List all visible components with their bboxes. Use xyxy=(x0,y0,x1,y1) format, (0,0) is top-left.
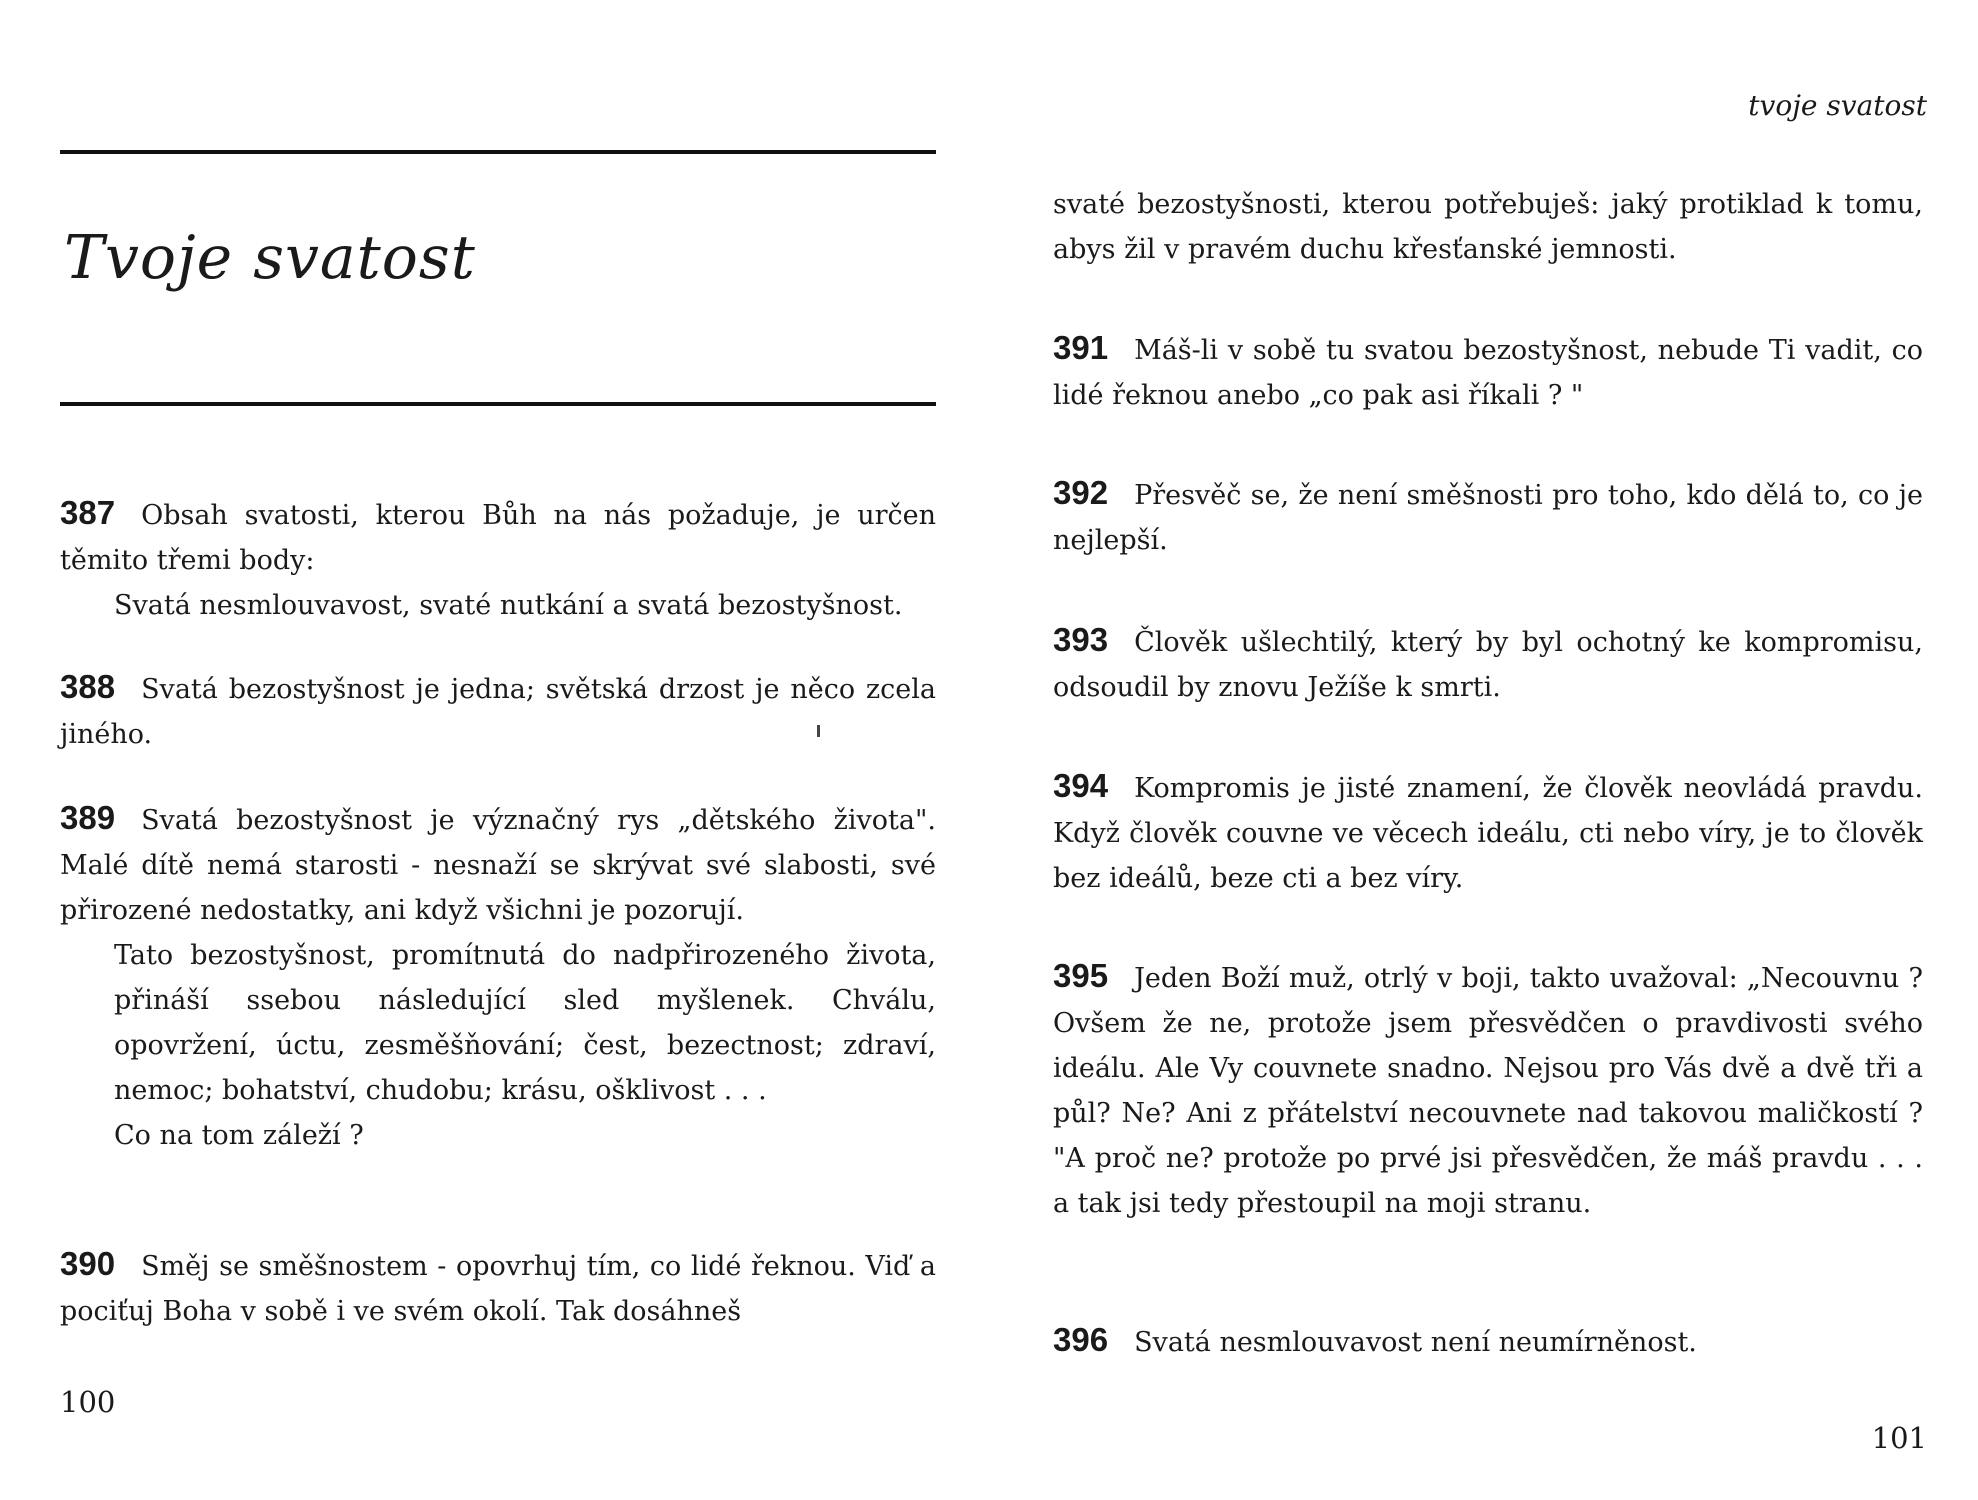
title-rule-top xyxy=(60,150,936,154)
paragraph-text: Svatá nesmlouvavost, svaté nutkání a svatá bezostyšnost. xyxy=(114,590,903,621)
title-rule-bottom xyxy=(60,402,936,406)
page-number: 101 xyxy=(1871,1421,1927,1455)
paragraph-395 xyxy=(1053,953,1923,1226)
paragraph-396 xyxy=(1053,1317,1923,1365)
paragraph-text: Máš-li v sobě tu svatou bezostyšnost, nebude Ti vadit, co lidé řeknou anebo „co pak asi říkali ? " xyxy=(1053,335,1923,411)
paragraph-text: Člověk ušlechtilý, který by byl ochotný ke kompromisu, odsoudil by znovu Ježíše k smrti. xyxy=(1053,627,1923,703)
paragraph-number: 387 xyxy=(60,494,116,531)
paragraph-389 xyxy=(60,795,936,1158)
paragraph-393 xyxy=(1053,617,1923,710)
paragraph-continuation xyxy=(1053,182,1923,272)
running-head: tvoje svatost xyxy=(1748,89,1927,122)
paragraph-text: Svatá bezostyšnost je význačný rys „dětského života". Malé dítě nemá starosti - nesnaží se skrývat své slabosti, své přirozené nedostatky, ani když všichni je pozorují. xyxy=(60,805,936,926)
paragraph-text: Kompromis je jisté znamení, že člověk neovládá pravdu. Když člověk couvne ve věcech ideálu, cti nebo víry, je to člověk bez ideálů, beze cti a bez víry. xyxy=(1053,773,1923,894)
paragraph-number: 388 xyxy=(60,668,116,705)
paragraph-392 xyxy=(1053,470,1923,563)
paragraph-390 xyxy=(60,1241,936,1334)
paragraph-number: 396 xyxy=(1053,1321,1109,1358)
right-page xyxy=(989,0,1978,1500)
paragraph-number: 391 xyxy=(1053,329,1109,366)
paragraph-number: 389 xyxy=(60,799,116,836)
paragraph-text: Tato bezostyšnost, promítnutá do nadpřirozeného života, přináší ssebou následující sled myšlenek. Chválu, opovržení, úctu, zesměšňování; čest, bezectnost; zdraví, nemoc; bohatství, chudobu; krásu, ošklivost . . . xyxy=(114,940,936,1106)
page-number: 100 xyxy=(60,1385,116,1419)
paragraph-number: 394 xyxy=(1053,767,1109,804)
paragraph-text: Jeden Boží muž, otrlý v boji, takto uvažoval: „Necouvnu ? Ovšem že ne, protože jsem přesvědčen o pravdivosti svého ideálu. Ale Vy couvnete snadno. Nejsou pro Vás dvě a dvě tři a půl? Ne? Ani z přátelství necouvnete nad takovou maličkostí ? "A proč ne? protože po prvé jsi přesvědčen, že máš pravdu . . . a tak jsi tedy přestoupil na moji stranu. xyxy=(1053,963,1923,1219)
paragraph-number: 390 xyxy=(60,1245,116,1282)
paragraph-text: svaté bezostyšnosti, kterou potřebuješ: jaký protiklad k tomu, abys žil v pravém duchu křesťanské jemnosti. xyxy=(1053,189,1923,265)
paragraph-text: Přesvěč se, že není směšnosti pro toho, kdo dělá to, co je nejlepší. xyxy=(1053,480,1923,556)
paragraph-text: Směj se směšnostem - opovrhuj tím, co lidé řeknou. Viď a pociťuj Boha v sobě i ve svém okolí. Tak dosáhneš xyxy=(60,1251,936,1327)
paragraph-394 xyxy=(1053,763,1923,901)
paragraph-text: Obsah svatosti, kterou Bůh na nás požaduje, je určen těmito třemi body: xyxy=(60,500,936,576)
paragraph-number: 392 xyxy=(1053,474,1109,511)
paragraph-number: 393 xyxy=(1053,621,1109,658)
paragraph-text: Co na tom záleží ? xyxy=(114,1120,364,1151)
paragraph-387 xyxy=(60,490,936,628)
chapter-title: Tvoje svatost xyxy=(64,223,476,293)
paragraph-388 xyxy=(60,664,936,757)
paragraph-391 xyxy=(1053,325,1923,418)
paragraph-text: Svatá nesmlouvavost není neumírněnost. xyxy=(1134,1327,1697,1358)
paragraph-number: 395 xyxy=(1053,957,1109,994)
paragraph-text: Svatá bezostyšnost je jedna; světská drzost je něco zcela jiného. xyxy=(60,674,936,750)
stray-print-mark xyxy=(817,725,820,737)
